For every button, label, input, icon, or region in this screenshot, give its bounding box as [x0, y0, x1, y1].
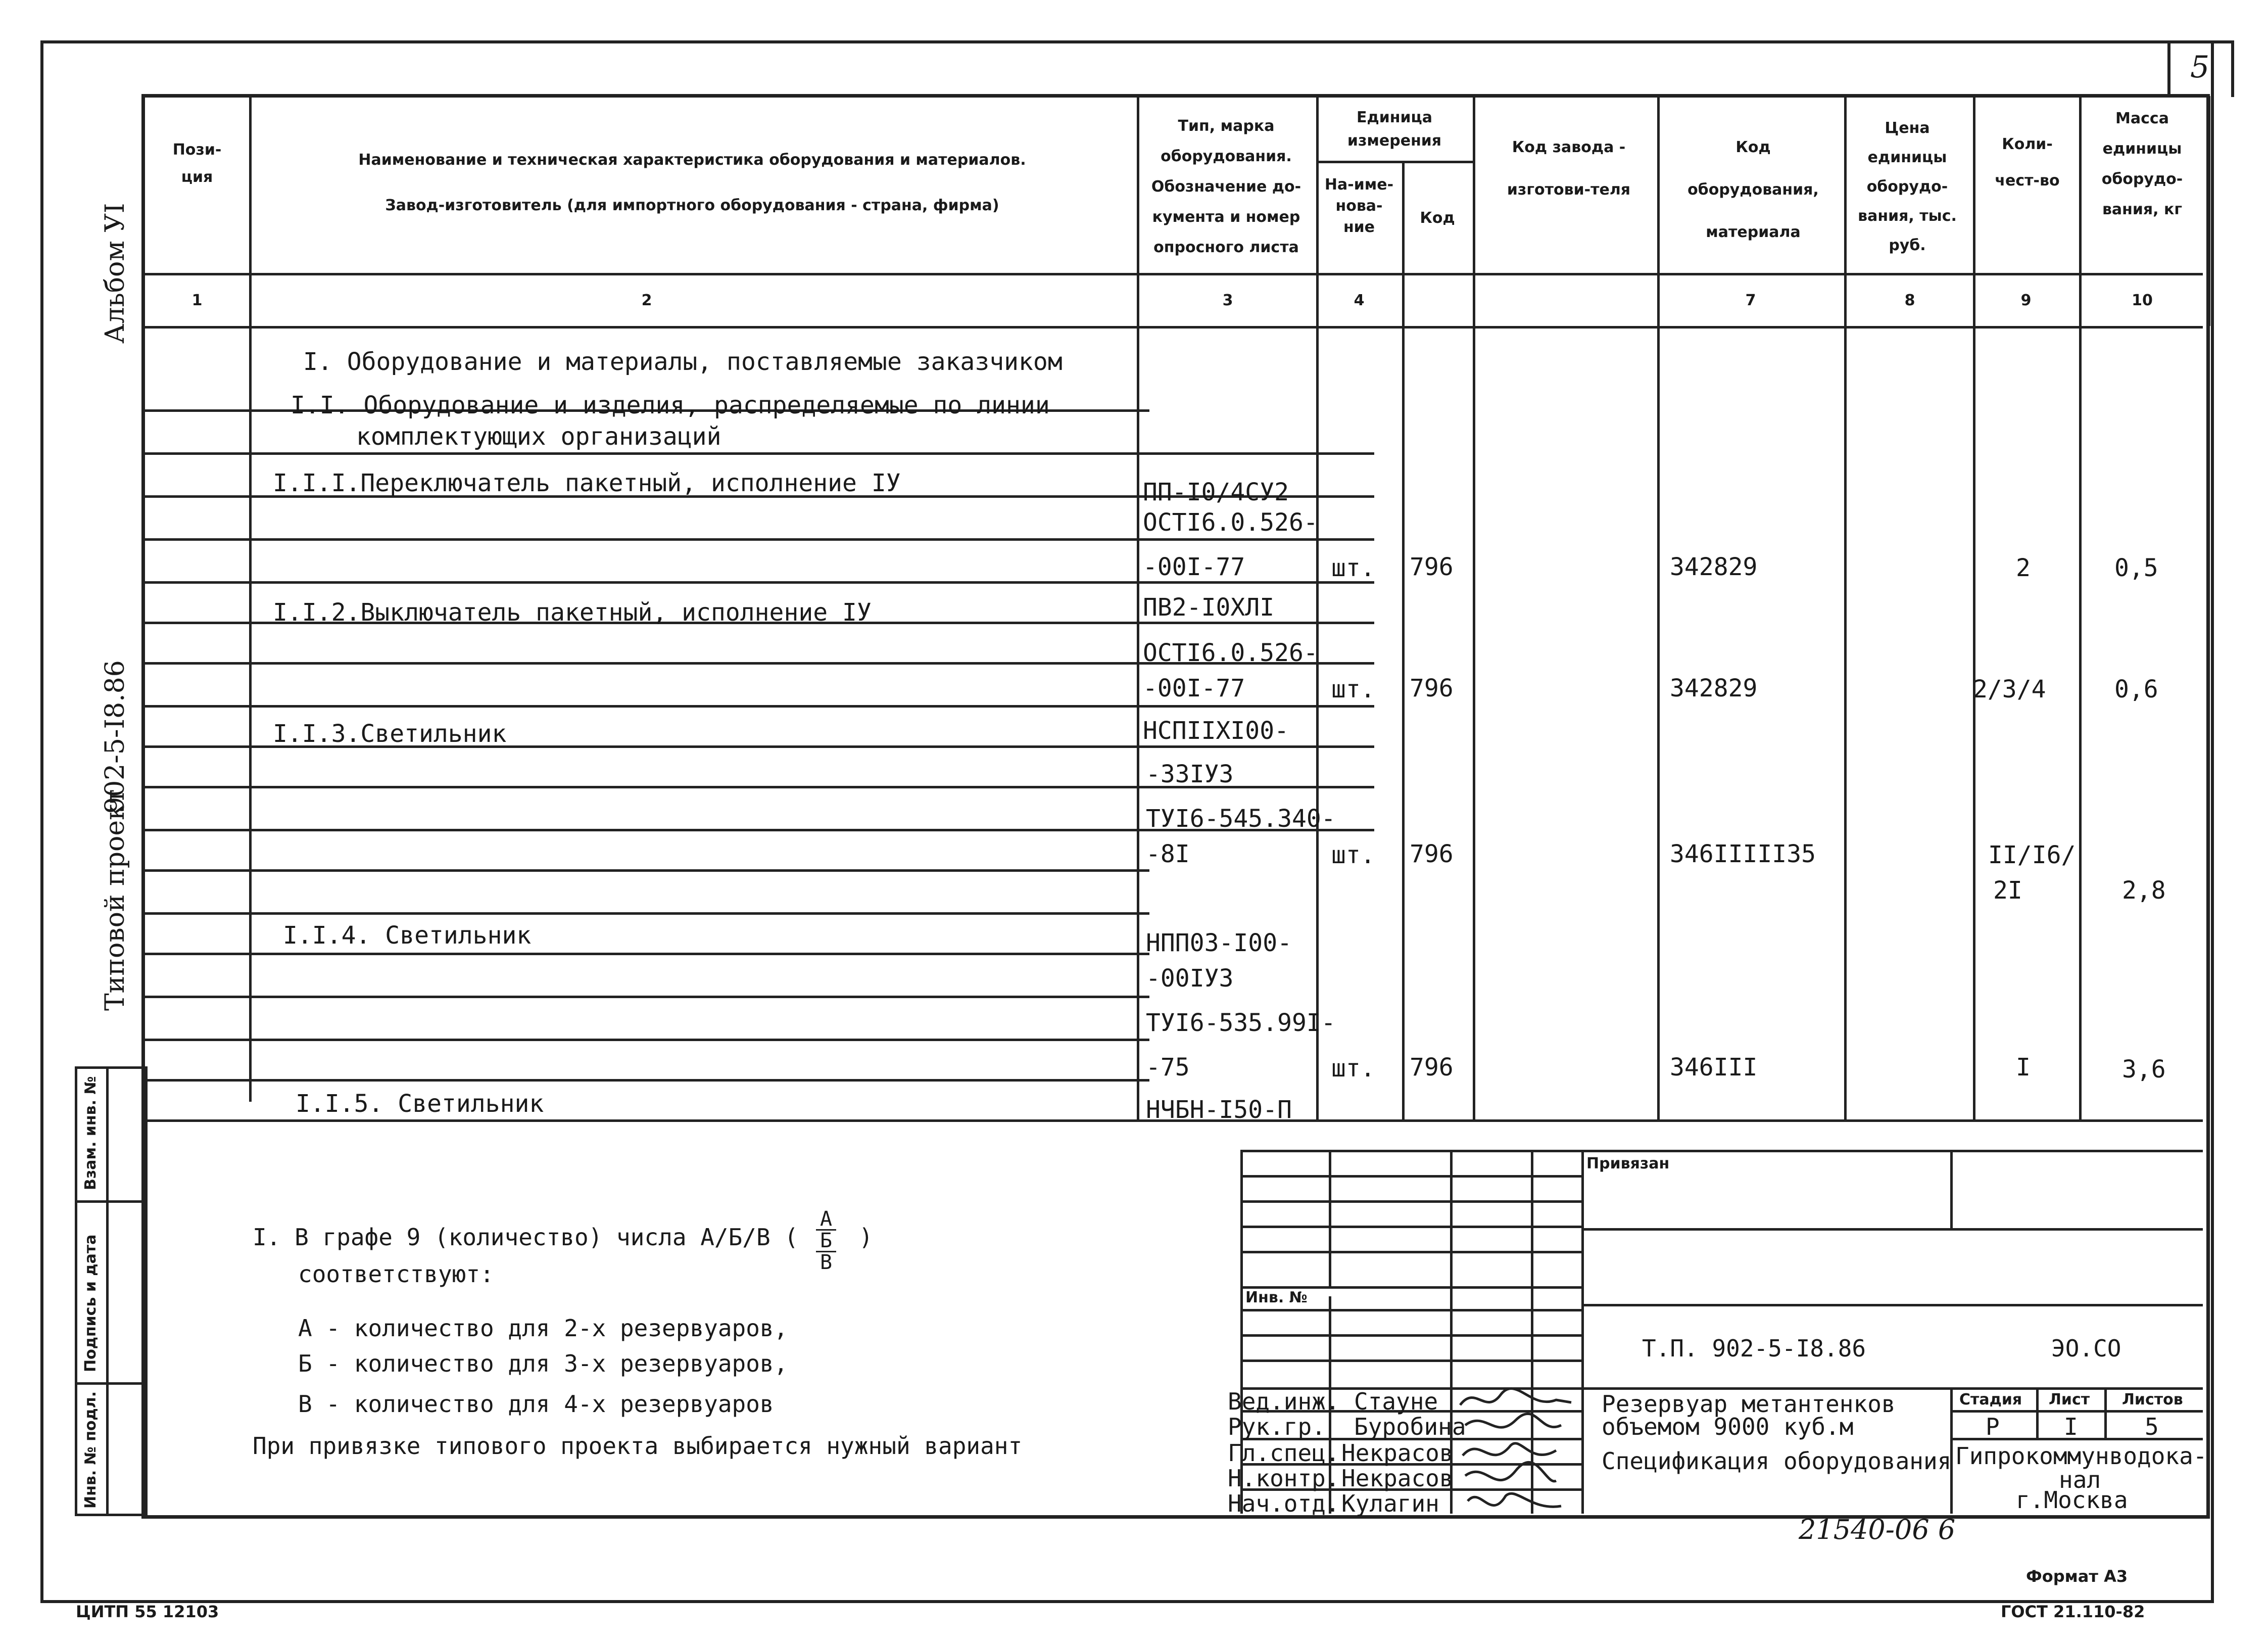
header-price: Цена единицы оборудо-вания, тыс. руб. — [1858, 119, 1957, 254]
doc-code: Т.П. 902-5-I8.86 — [1642, 1335, 1866, 1362]
row-unit: шт. — [1331, 1054, 1375, 1083]
colnum-3: 3 — [1222, 292, 1233, 309]
org-line2: нал — [2059, 1466, 2101, 1493]
colnum-8: 8 — [1904, 292, 1915, 309]
handwritten-number: 21540-06 6 — [1799, 1514, 1956, 1545]
row-code: 796 — [1410, 674, 1454, 702]
org-line1: Гипрокоммунводока- — [1955, 1442, 2207, 1470]
row-eq-code: 346IIIII35 — [1670, 840, 1816, 868]
header-name-line2: Завод-изготовитель (для импортного оборудования - страна, фирма) — [385, 197, 999, 214]
project-code: 902-5-I8.86 — [100, 660, 130, 814]
signer-role: Рук.гр. — [1228, 1413, 1326, 1440]
signer-name: Буробина — [1354, 1413, 1466, 1440]
row-name: I.I.3.Светильник — [273, 720, 507, 748]
colnum-2: 2 — [641, 292, 652, 309]
row-type: НПП03-I00- — [1146, 929, 1292, 957]
signer-role: Нач.отд. — [1228, 1490, 1340, 1517]
row-unit: шт. — [1331, 675, 1375, 703]
row-type: ОСТI6.0.526- — [1143, 639, 1318, 667]
note-line6: При привязке типового проекта выбирается нужный вариант — [253, 1432, 1023, 1460]
title-line2: объемом 9000 куб.м — [1602, 1413, 1854, 1440]
bottom-right-code: ГОСТ 21.110-82 — [2001, 1602, 2145, 1621]
row-type: ТУI6-545.340- — [1146, 805, 1336, 833]
row-type: НСПIIXI00- — [1143, 717, 1289, 745]
row-type: -8I — [1146, 840, 1190, 868]
row-type: -00I-77 — [1143, 674, 1245, 702]
row-name: I.I.I.Переключатель пакетный, исполнение IУ — [273, 469, 901, 497]
sheet-label: Лист — [2049, 1391, 2090, 1409]
sheets-value: 5 — [2145, 1413, 2159, 1440]
colnum-1: 1 — [191, 292, 203, 309]
row-qty: I — [2016, 1053, 2031, 1082]
row-type: ТУI6-535.99I- — [1146, 1009, 1336, 1037]
colnum-9: 9 — [2020, 292, 2032, 309]
row-qty: 2/3/4 — [1973, 675, 2046, 703]
note-line3: А - количество для 2-х резервуаров, — [298, 1315, 788, 1342]
title-line3: Спецификация оборудования — [1602, 1447, 1952, 1475]
row-mass: 0,5 — [2114, 554, 2158, 582]
row-code: 796 — [1410, 1053, 1454, 1082]
row-name: I.I.2.Выключатель пакетный, исполнение IУ — [273, 598, 872, 627]
row-name: I.I.5. Светильник — [296, 1090, 544, 1118]
title-line1: Резервуар метантенков — [1602, 1390, 1896, 1418]
note-fraction: А Б В — [816, 1209, 836, 1273]
row-type: ОСТI6.0.526- — [1143, 508, 1318, 537]
signer-role: Гл.спец. — [1228, 1439, 1340, 1467]
row-eq-code: 342829 — [1670, 674, 1758, 702]
header-mass: Масса единицы оборудо-вания, кг — [2101, 110, 2183, 218]
row-eq-code: 342829 — [1670, 553, 1758, 581]
signatures-icon — [1455, 1385, 1576, 1536]
row-name: I. Оборудование и материалы, поставляемые заказчиком — [303, 348, 1063, 376]
privyazan-label: Привязан — [1586, 1155, 1670, 1172]
row-unit: шт. — [1331, 554, 1375, 582]
signer-name: Стауне — [1354, 1388, 1438, 1415]
row-qty: 2 — [2016, 554, 2031, 582]
row-name: I.I.4. Светильник — [283, 921, 532, 950]
org-line3: г.Москва — [2016, 1486, 2128, 1514]
row-qty: II/I6/ — [1988, 841, 2076, 869]
colnum-4: 4 — [1354, 292, 1365, 309]
row-mass: 2,8 — [2122, 876, 2166, 905]
row-type: ПВ2-I0ХЛI — [1143, 593, 1275, 622]
row-type: -00IУ3 — [1146, 964, 1234, 993]
row-code: 796 — [1410, 553, 1454, 581]
header-quantity: Коли-чест-во — [1995, 135, 2060, 190]
row-type: НЧБН-I50-П — [1146, 1096, 1292, 1124]
stamp-inv-podl: Инв. № подл. — [82, 1391, 100, 1509]
page-number: 5 — [2190, 50, 2210, 85]
row-name: комплектующих организаций — [356, 423, 721, 451]
signer-name: Некрасов — [1341, 1439, 1454, 1467]
stage-label: Стадия — [1959, 1391, 2022, 1409]
bottom-left-code: ЦИТП 55 12103 — [76, 1602, 219, 1621]
signer-role: Н.контр. — [1228, 1465, 1340, 1492]
header-equipment-code: Код оборудования, материала — [1687, 138, 1819, 241]
colnum-7: 7 — [1745, 292, 1756, 309]
row-mass: 3,6 — [2122, 1055, 2166, 1084]
row-type: -00I-77 — [1143, 553, 1245, 581]
stamp-vzam-inv: Взам. инв. № — [82, 1076, 100, 1190]
row-name: I.I. Оборудование и изделия, распределяемые по линии — [291, 391, 1050, 419]
format-label: Формат А3 — [2026, 1567, 2128, 1586]
header-unit-group: Единица измерения — [1347, 109, 1442, 150]
doc-suffix: ЭО.СО — [2051, 1335, 2121, 1362]
signer-name: Некрасов — [1341, 1465, 1454, 1492]
inv-no-label: Инв. № — [1245, 1289, 1308, 1306]
row-code: 796 — [1410, 840, 1454, 868]
row-eq-code: 346III — [1670, 1053, 1758, 1082]
note-line4: Б - количество для 3-х резервуаров, — [298, 1350, 788, 1377]
signer-name: Кулагин — [1341, 1490, 1439, 1517]
header-position: Пози-ция — [172, 141, 222, 186]
row-qty: 2I — [1993, 876, 2022, 905]
stamp-podpis-data: Подпись и дата — [82, 1234, 100, 1372]
header-factory-code: Код завода - изготови-теля — [1507, 138, 1631, 199]
header-unit-name: На-име-нова-ние — [1324, 176, 1394, 236]
note-line1: I. В графе 9 (количество) числа А/Б/В ( — [253, 1224, 799, 1251]
album-label: Альбом УI — [100, 203, 130, 344]
header-name-line1: Наименование и техническая характеристика оборудования и материалов. — [358, 151, 1026, 169]
row-type: -75 — [1146, 1053, 1190, 1082]
row-type: -33IУ3 — [1146, 760, 1234, 788]
note-line5: В - количество для 4-х резервуаров — [298, 1390, 774, 1418]
row-unit: шт. — [1331, 841, 1375, 869]
sheets-label: Листов — [2122, 1391, 2183, 1409]
row-type: ПП-I0/4СУ2 — [1143, 478, 1289, 506]
sheet-value: I — [2064, 1413, 2078, 1440]
header-type: Тип, марка оборудования. Обозначение до-кумента и номер опросного листа — [1151, 117, 1301, 256]
stage-value: Р — [1986, 1413, 2000, 1440]
project-type: Типовой проект — [100, 789, 130, 1011]
row-mass: 0,6 — [2114, 675, 2158, 703]
note-line2: соответствуют: — [298, 1260, 494, 1288]
colnum-10: 10 — [2132, 292, 2153, 309]
note-paren-close: ) — [859, 1224, 873, 1251]
header-unit-code: Код — [1420, 209, 1455, 227]
signer-role: Вед.инж. — [1228, 1388, 1340, 1415]
